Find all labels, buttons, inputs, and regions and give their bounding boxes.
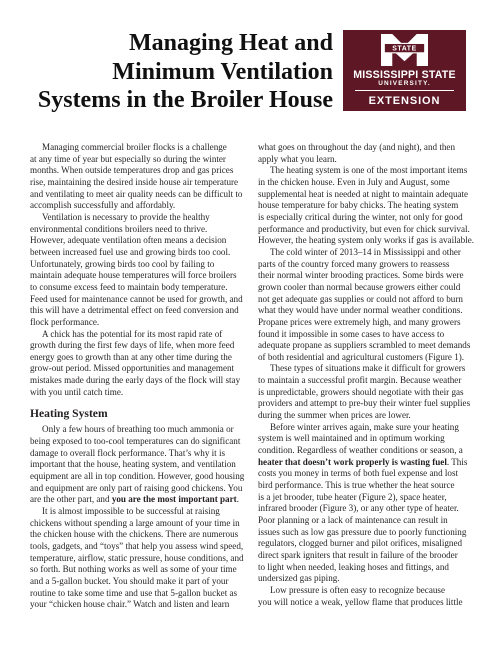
section-heading-heating-system: Heating System <box>30 407 108 421</box>
body-paragraph: Low pressure is often easy to recognize because you will notice a weak, yellow flame that produces little <box>258 584 463 607</box>
body-paragraph: The cold winter of 2013–14 in Mississippi and other parts of the country forced many growers to reassess their normal winter brooding practices. Some birds were grown cooler than normal because growers either could not get adequate gas supplies or could not afford to burn what they would have under normal weather conditions. Propane prices were extremely high, and many growers found it impossible in some cases to have access to adequate propane as suppliers scrambled to meet demands of both residential and agricultural customers (Figure 1). <box>258 246 471 362</box>
logo-name-line-2: UNIVERSITY. <box>378 80 431 87</box>
body-paragraph: Managing commercial broiler flocks is a challenge at any time of year but especially so during the winter months. When outside temperatures drop and gas prices rise, maintaining the desired inside house air temperature and ventilating to meet air quality needs can be difficult to accomplish successfully and affordably. <box>30 142 243 211</box>
m-state-logo-icon <box>381 34 428 66</box>
logo-divider <box>355 90 454 91</box>
title-line-1: Managing Heat and <box>128 30 333 56</box>
body-paragraph: A chick has the potential for its most rapid rate of growth during the first few days of life, when more feed energy goes to growth than at any other time during the grow-out period. Missed opportunities and management mistakes made during the early days of the flock will stay with you until catch time. <box>30 328 241 397</box>
paragraph-text: . <box>236 494 239 505</box>
bold-emphasis: heater that doesn’t work properly is wasting fuel <box>258 456 447 467</box>
logo-name-line-1: MISSISSIPPI STATE <box>353 69 456 81</box>
right-column <box>258 142 475 608</box>
msu-extension-logo <box>343 30 466 111</box>
title-line-3: Systems in the Broiler House <box>37 87 333 113</box>
body-paragraph <box>258 422 472 585</box>
body-paragraph: The heating system is one of the most important items in the chicken house. Even in July and August, some supplemental heat is needed at night to maintain adequate house temperature for baby chicks. The heating system is especially critical during the winter, not only for good performance and productivity, but even for chick survival. However, the heating system only works if gas is available. <box>258 165 475 246</box>
paragraph-text: Only a few hours of breathing too much ammonia or being exposed to too-cool temperatures can do significant damage to overall flock performance. That’s why it is important that the house, heating system, and ventilation equipment are all in top condition. However, good housing and equipment are only part of raising good chickens. You are the other part, and <box>30 424 245 505</box>
body-paragraph: It is almost impossible to be successful at raising chickens without spending a large amount of your time in the chicken house with the chickens. There are numerous tools, gadgets, and “toys” that help you assess wind speed, temperature, airflow, static pressure, house conditions, and so forth. But nothing works as well as some of your time and a 5-gallon bucket. You should make it part of your routine to take some time and use that 5-gallon bucket as your “chicken house chair.” Watch and listen and learn <box>30 506 244 610</box>
logo-badge-text: STATE <box>392 45 417 53</box>
title-line-2: Minimum Ventilation <box>112 58 333 85</box>
left-column <box>30 142 245 611</box>
logo-unit-name: EXTENSION <box>368 95 441 107</box>
bold-emphasis: you are the most important part <box>111 494 237 505</box>
paragraph-text: . This costs you money in terms of both fuel expense and lost bird performance. This is true whether the heat source is a jet brooder, tube heater (Figure 2), space heater, infrared brooder (Figure 3), or any other type of heater. Poor planning or a lack of maintenance can result in issues such as low gas pressure due to poorly functioning regulators, clogged burner and pilot orifices, misaligned direct spark igniters that result in failure of the brooder to light when needed, leaking hoses and fittings, and undersized gas piping. <box>258 456 468 584</box>
body-paragraph-continued: what goes on throughout the day (and night), and then apply what you learn. <box>258 142 455 164</box>
body-paragraph: These types of situations make it difficult for growers to maintain a successful profit margin. Because weather is unpredictable, growers should negotiate with their gas providers and attempt to pre-buy their winter fuel supplies during the summer when prices are lower. <box>258 363 471 421</box>
body-paragraph <box>30 424 245 506</box>
paragraph-text: Before winter arrives again, make sure your heating system is well maintained and in optimum working condition. Regardless of weather conditions or season, a <box>258 421 463 456</box>
document-title <box>38 29 333 115</box>
body-paragraph: Ventilation is necessary to provide the healthy environmental conditions broilers need to thrive. However, adequate ventilation often means a decision between increased fuel use and growing birds too cool. Unfortunately, growing birds too cool by failing to maintain adequate house temperatures will force broilers to consume excess feed to maintain body temperature. Feed used for maintenance cannot be used for growth, and this will have a detrimental effect on feed conversion and flock performance. <box>30 211 243 327</box>
